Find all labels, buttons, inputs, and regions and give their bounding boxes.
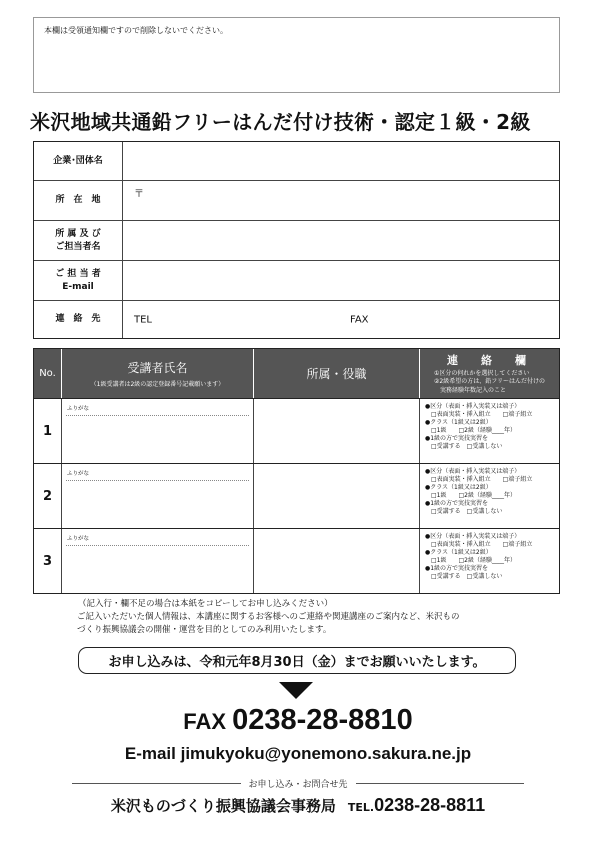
address-row: [34, 181, 559, 221]
header-no: [34, 349, 62, 398]
participants-header: [34, 349, 559, 398]
contact-class-options[interactable]: □1級 □2級（経験____年）: [425, 427, 516, 435]
postal-mark: 〒: [134, 189, 144, 200]
header-contact-notes: ①区分の何れかを選択してください ②2級希望の方は、鉛フリーはんだ付けの 実務経験年数記入のこと: [434, 370, 545, 394]
address-label: 所 在 地: [34, 181, 123, 220]
fax-number-block: [0, 704, 596, 737]
header-contact-label: 連 絡 欄: [447, 354, 532, 368]
contact-class-options[interactable]: □1級 □2級（経験____年）: [425, 492, 516, 500]
furigana-label: ふりがな: [67, 406, 90, 412]
deadline-banner: [78, 647, 516, 674]
email-row: [34, 261, 559, 301]
fax-label: FAX: [350, 314, 369, 325]
receipt-notice-text: 本欄は受領通知欄ですので削除しないでください。: [44, 26, 228, 35]
contact-practical-title: ●1級の方で実技実習を: [425, 565, 489, 573]
fax-big-label: FAX: [183, 709, 227, 734]
row-number: 1: [34, 399, 62, 463]
divider-line-left: [72, 783, 241, 784]
contact-practical-options[interactable]: □受講する □受講しない: [425, 508, 503, 516]
participant-contact-options[interactable]: [420, 464, 559, 528]
header-name-label: 受講者氏名: [127, 361, 188, 375]
page-title: 米沢地域共通鉛フリーはんだ付け技術・認定１級・2級: [30, 110, 531, 134]
department-row: [34, 221, 559, 261]
contact-practical-title: ●1級の方で実技実習を: [425, 435, 489, 443]
participant-row: [34, 398, 559, 463]
fax-number: 0238-28-8810: [232, 704, 413, 736]
org-tel-number: 0238-28-8811: [374, 795, 486, 815]
contact-class-title: ●クラス（1級又は2級）: [425, 549, 492, 557]
email-label: ご 担 当 者 E-mail: [34, 261, 123, 300]
inquiry-divider: [72, 777, 524, 790]
participant-row: [34, 463, 559, 528]
address-field[interactable]: [123, 181, 559, 220]
tel-label: TEL: [134, 314, 152, 325]
contact-class-title: ●クラス（1級又は2級）: [425, 419, 492, 427]
contact-category-title: ●区分（表面・挿入実装又は端子）: [425, 403, 521, 410]
privacy-notes: [77, 598, 527, 638]
participant-row: [34, 528, 559, 593]
contact-label: 連 絡 先: [34, 301, 123, 338]
contact-category-options[interactable]: □表面実装・挿入組立 □端子組立: [425, 411, 533, 419]
participant-dept-field[interactable]: [254, 399, 420, 463]
contact-practical-title: ●1級の方で実技実習を: [425, 500, 489, 508]
header-name: [62, 349, 254, 398]
furigana-label: ふりがな: [67, 536, 90, 542]
company-info-table: [33, 141, 560, 339]
header-dept: [254, 349, 420, 398]
contact-row: [34, 301, 559, 338]
email-address: E-mail jimukyoku@yonemono.sakura.ne.jp: [124, 744, 472, 763]
deadline-text: お申し込みは、令和元年8月30日（金）までお願いいたします。: [108, 655, 486, 670]
company-name-label: 企業･団体名: [34, 142, 123, 180]
email-field[interactable]: [123, 261, 559, 300]
participant-contact-options[interactable]: [420, 529, 559, 593]
contact-class-options[interactable]: □1級 □2級（経験____年）: [425, 557, 516, 565]
organization-block: [0, 795, 596, 816]
organization-name: 米沢ものづくり振興協議会事務局: [110, 797, 336, 815]
participant-name-field[interactable]: [62, 399, 254, 463]
copy-note: （記入行・欄不足の場合は本紙をコピーしてお申し込みください）: [78, 599, 333, 609]
header-name-note: （1級受講者は2級の認定登録番号記載願います）: [90, 381, 225, 388]
participant-name-field[interactable]: [62, 529, 254, 593]
contact-practical-options[interactable]: □受講する □受講しない: [425, 443, 503, 451]
receipt-notice-box: [33, 17, 560, 93]
divider-line-right: [356, 783, 525, 784]
header-no-label: No.: [39, 368, 56, 379]
contact-category-title: ●区分（表面・挿入実装又は端子）: [425, 468, 521, 475]
participant-dept-field[interactable]: [254, 464, 420, 528]
furigana-label: ふりがな: [67, 471, 90, 477]
participant-contact-options[interactable]: [420, 399, 559, 463]
contact-category-title: ●区分（表面・挿入実装又は端子）: [425, 533, 521, 540]
privacy-note-line2: づくり振興協議会の開催・運営を目的としてのみ利用いたします。: [77, 625, 332, 636]
inquiry-label: お申し込み・お問合せ先: [248, 780, 348, 790]
contact-category-options[interactable]: □表面実装・挿入組立 □端子組立: [425, 541, 533, 549]
contact-practical-options[interactable]: □受講する □受講しない: [425, 573, 503, 581]
row-number: 3: [34, 529, 62, 593]
company-name-row: [34, 142, 559, 181]
org-tel-label: TEL.: [347, 801, 375, 814]
contact-category-options[interactable]: □表面実装・挿入組立 □端子組立: [425, 476, 533, 484]
privacy-note-line1: ご記入いただいた個人情報は、本講座に関するお客様へのご連絡や関連講座のご案内など、米沢もの: [77, 612, 460, 623]
department-field[interactable]: [123, 221, 559, 260]
furigana-divider: [66, 545, 249, 546]
department-label: 所 属 及 び ご担当者名: [34, 221, 123, 260]
contact-class-title: ●クラス（1級又は2級）: [425, 484, 492, 492]
header-contact: [420, 349, 559, 398]
contact-field[interactable]: [123, 301, 559, 338]
participant-dept-field[interactable]: [254, 529, 420, 593]
down-arrow-icon: [279, 682, 313, 699]
header-dept-label: 所属・役職: [306, 367, 367, 381]
company-name-field[interactable]: [123, 142, 559, 180]
row-number: 2: [34, 464, 62, 528]
participant-name-field[interactable]: [62, 464, 254, 528]
participants-table: [33, 348, 560, 594]
furigana-divider: [66, 415, 249, 416]
furigana-divider: [66, 480, 249, 481]
